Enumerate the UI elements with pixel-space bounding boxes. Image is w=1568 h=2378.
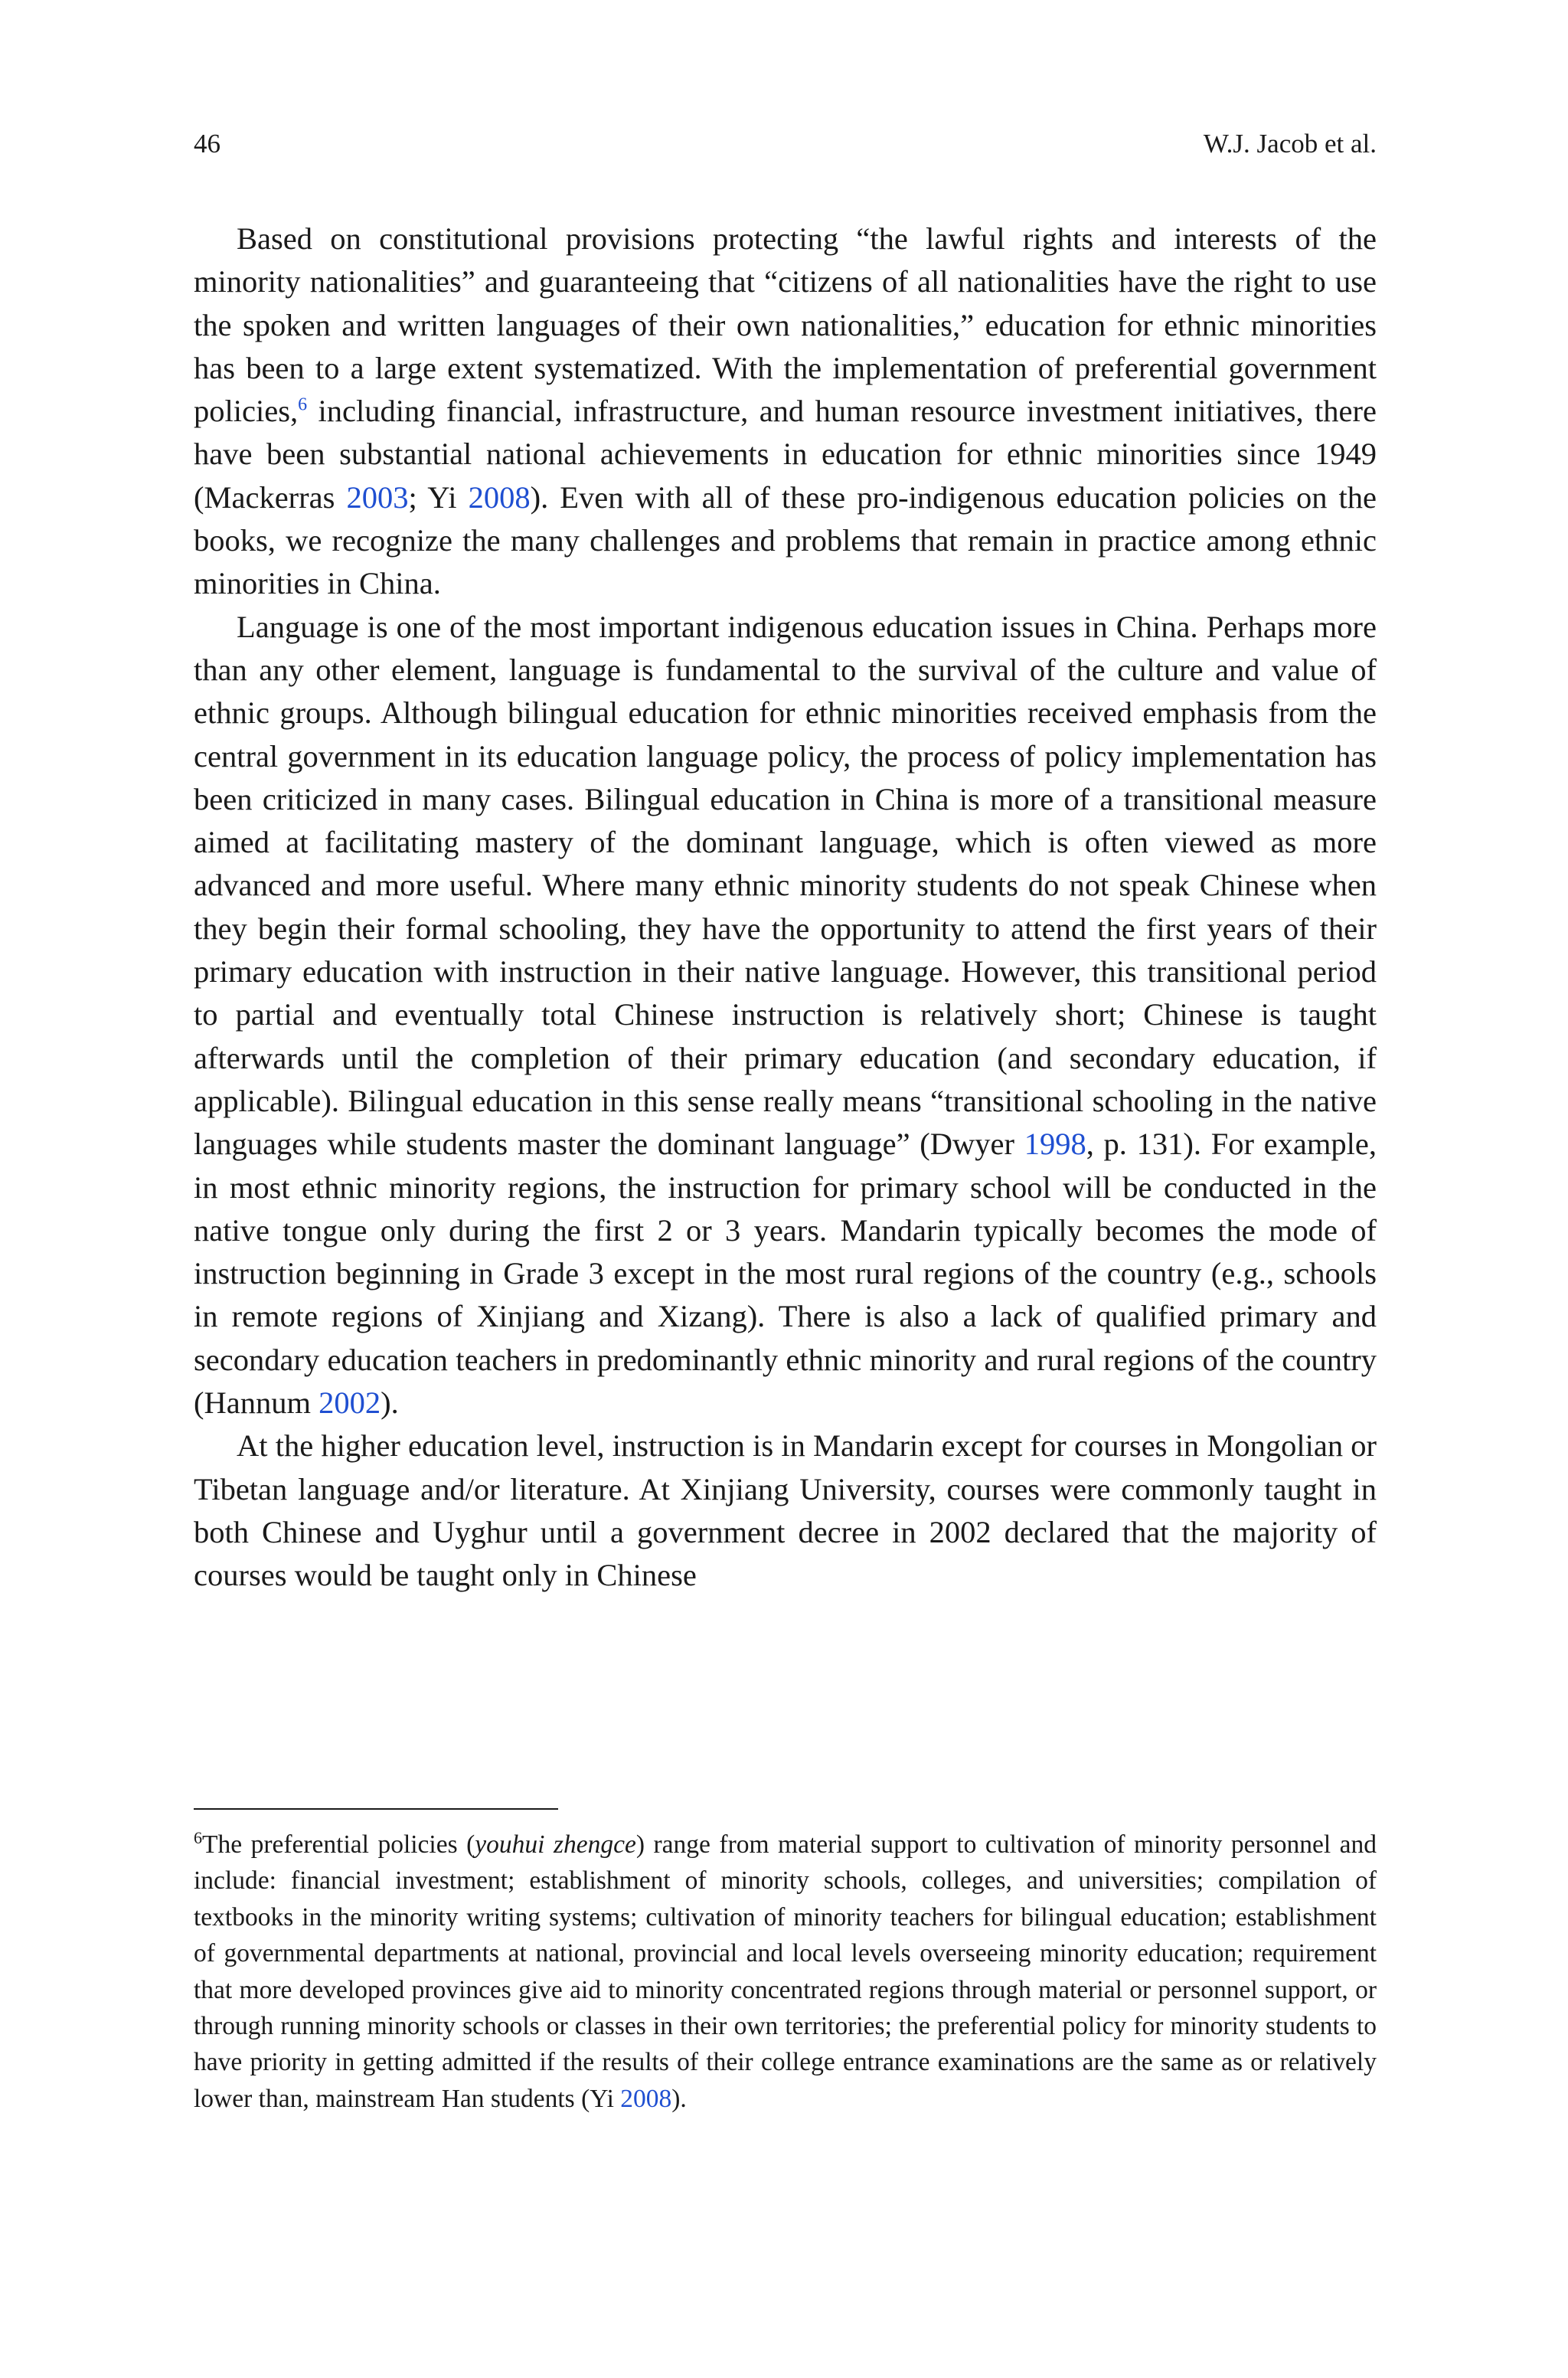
paragraph-2 <box>194 606 1377 1425</box>
citation-link[interactable]: 2002 <box>318 1385 381 1421</box>
footnote-divider <box>194 1808 558 1810</box>
text-run: ). <box>381 1385 399 1421</box>
citation-link[interactable]: 1998 <box>1024 1127 1086 1162</box>
footnote-number: 6 <box>194 1827 202 1847</box>
page-header <box>194 127 1377 161</box>
text-run: ). <box>671 2084 687 2113</box>
text-run: ). Even with all of these pro-indigenous education policies on the books, we recognize the many challenges and problems that remain in practice among ethnic minorities in China. <box>194 479 1377 601</box>
footnote <box>194 1827 1377 2117</box>
citation-link[interactable]: 2008 <box>468 479 531 515</box>
text-run: , p. 131). For example, in most ethnic minority regions, the instruction for primary school will be conducted in the native tongue only during the first 2 or 3 years. Mandarin typically becomes the mode of instruction beginning in Grade 3 except in the most rural regions of the country (e.g., schools in remote regions of Xinjiang and Xizang). There is also a lack of qualified primary and secondary education teachers in predominantly ethnic minority and rural regions of the country (Hannum <box>194 1127 1377 1421</box>
text-run: At the higher education level, instruction is in Mandarin except for courses in Mongolian or Tibetan language and/or literature. At Xinjiang University, courses were commonly taught in both Chinese and Uyghur until a government decree in 2002 declared that the majority of courses would be taught only in Chinese <box>194 1428 1377 1593</box>
paragraph-1 <box>194 218 1377 606</box>
text-run: Based on constitutional provisions protecting “the lawful rights and interests of the minority nationalities” and guaranteeing that “citizens of all nationalities have the right to use the spoken and written languages of their own nationalities,” education for ethnic minorities has been to a large extent systematized. With the implementation of preferential government policies, <box>194 221 1377 429</box>
footnote-6 <box>194 1827 1377 2117</box>
text-run: ) range from material support to cultivation of minority personnel and include: financial investment; establishment of minority schools, colleges, and universities; compilation of textbooks in the minority writing systems; cultivation of minority teachers for bilingual education; establishment of governmental departments at national, provincial and local levels overseeing minority education; requirement that more developed provinces give aid to minority concentrated regions through material or personnel support, or through running minority schools or classes in their own territories; the preferential policy for minority students to have priority in getting admitted if the results of their college entrance examinations are the same as or relatively lower than, mainstream Han students (Yi <box>194 1830 1377 2113</box>
paragraph-3 <box>194 1425 1377 1597</box>
text-run: ; Yi <box>408 479 469 515</box>
text-run: including financial, infrastructure, and human resource investment initiatives, there have been substantial national achievements in education for ethnic minorities since 1949 (Mackerras <box>194 394 1377 515</box>
citation-link[interactable]: 2008 <box>620 2084 672 2113</box>
page-number: 46 <box>194 129 220 159</box>
main-text <box>194 218 1377 1598</box>
footnote-ref-link[interactable]: 6 <box>298 394 308 415</box>
italic-term: youhui zhengce <box>475 1830 636 1859</box>
text-run: Language is one of the most important indigenous education issues in China. Perhaps more than any other element, language is fundamental to the survival of the culture and value of ethnic groups. Although bilingual education for ethnic minorities received emphasis from the central government in its education language policy, the process of policy implementation has been criticized in many cases. Bilingual education in China is more of a transitional measure aimed at facilitating mastery of the dominant language, which is often viewed as more advanced and more useful. Where many ethnic minority students do not speak Chinese when they begin their formal schooling, they have the opportunity to attend the first years of their primary education with instruction in their native language. However, this transitional period to partial and eventually total Chinese instruction is relatively short; Chinese is taught afterwards until the completion of their primary education (and secondary education, if applicable). Bilingual education in this sense really means “transitional schooling in the native languages while students master the dominant language” (Dwyer <box>194 609 1377 1162</box>
citation-link[interactable]: 2003 <box>346 479 409 515</box>
text-run: The preferential policies ( <box>202 1830 475 1859</box>
running-head: W.J. Jacob et al. <box>1203 129 1377 159</box>
